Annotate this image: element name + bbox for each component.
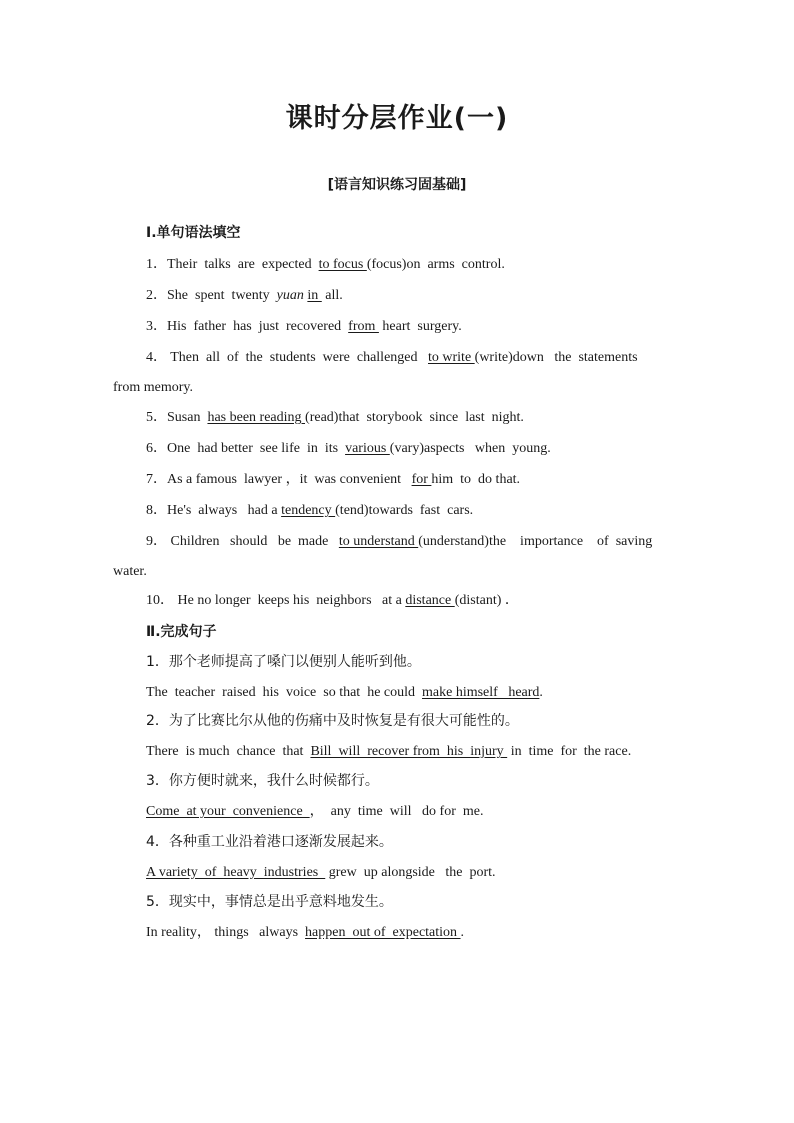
section-group-title: [语言知识练习固基础] xyxy=(327,177,467,193)
item-text-after: (understand)the importance of saving xyxy=(418,534,653,549)
item-number: 4． xyxy=(146,350,167,365)
item-text-before: His father has just recovered xyxy=(167,319,349,334)
exercise-item-8 xyxy=(146,502,473,520)
item-text-before: He no longer keeps his neighbors at a xyxy=(174,593,406,608)
item-text-before: Susan xyxy=(167,410,208,425)
translation-answer-2 xyxy=(146,743,631,761)
translation-prompt-3: 3．你方便时就来，我什么时候都行。 xyxy=(146,773,379,789)
answer-text-before: The teacher raised his voice so that he could xyxy=(146,685,423,700)
translation-answer-1 xyxy=(146,684,543,702)
item-answer: from xyxy=(348,319,379,334)
item-text-before: Their talks are expected xyxy=(167,257,319,272)
exercise-item-4-continued: from memory. xyxy=(113,380,193,395)
item-number: 6． xyxy=(146,441,167,456)
translation-answer-4 xyxy=(146,864,496,882)
answer-text-after: ， any time will do for me. xyxy=(309,804,484,819)
item-text-after: (focus)on arms control. xyxy=(366,257,505,272)
answer-text-before: In reality， things always xyxy=(146,925,306,940)
item-number: 1． xyxy=(146,257,167,272)
exercise-item-5 xyxy=(146,409,524,427)
item-number: 10． xyxy=(146,593,174,608)
exercise-item-1 xyxy=(146,256,505,274)
section-1-heading: Ⅰ.单句语法填空 xyxy=(146,225,241,241)
item-text-after: (tend)towards fast cars. xyxy=(335,503,474,518)
item-answer: to write xyxy=(428,350,475,365)
exercise-item-3 xyxy=(146,318,462,336)
item-number: 8． xyxy=(146,503,167,518)
item-answer: for xyxy=(411,472,432,487)
answer-text-after: in time for the race. xyxy=(507,744,632,759)
exercise-item-9 xyxy=(146,533,652,551)
item-text-before: Then all of the students were challenged xyxy=(167,350,428,365)
item-number: 5． xyxy=(146,410,167,425)
exercise-item-7 xyxy=(146,471,520,489)
item-answer: various xyxy=(345,441,390,456)
item-answer: tendency xyxy=(281,503,336,518)
answer-text-after: grew up alongside the port. xyxy=(325,865,496,880)
item-text-after: (vary)aspects when young. xyxy=(389,441,551,456)
item-answer: in xyxy=(307,288,322,303)
item-text-before: Children should be made xyxy=(167,534,339,549)
item-text-after: (write)down the statements xyxy=(474,350,638,365)
translation-answer-5 xyxy=(146,924,464,942)
translation-answer-3 xyxy=(146,803,483,821)
item-number: 2． xyxy=(146,288,167,303)
item-text-before: She spent twenty xyxy=(167,288,277,303)
item-text-after: all. xyxy=(321,288,343,303)
exercise-item-2 xyxy=(146,287,343,305)
item-number: 9． xyxy=(146,534,167,549)
item-answer: to understand xyxy=(338,534,419,549)
translation-prompt-1: 1．那个老师提高了嗓门以便别人能听到他。 xyxy=(146,654,421,670)
item-text-before: He's always had a xyxy=(167,503,282,518)
answer-fill: Come at your convenience xyxy=(146,804,310,819)
item-text-before: One had better see life in its xyxy=(167,441,346,456)
exercise-item-10 xyxy=(146,592,519,610)
item-text-after: heart surgery. xyxy=(378,319,462,334)
item-text-after: (read)that storybook since last night. xyxy=(305,410,524,425)
answer-text-before: There is much chance that xyxy=(146,744,311,759)
item-text-after: him to do that. xyxy=(431,472,521,487)
item-answer: distance xyxy=(405,593,455,608)
item-number: 7． xyxy=(146,472,167,487)
item-text-after: (distant) ． xyxy=(454,593,519,608)
exercise-item-4 xyxy=(146,349,638,367)
item-text-before: As a famous lawyer ，it was convenient xyxy=(167,472,412,487)
item-answer: to focus xyxy=(318,257,367,272)
item-italic-word: yuan xyxy=(276,288,304,303)
page-title: 课时分层作业(一) xyxy=(285,103,509,134)
answer-fill: happen out of expectation xyxy=(305,925,461,940)
item-answer: has been reading xyxy=(207,410,306,425)
answer-fill: make himself heard xyxy=(422,685,540,700)
answer-text-after: . xyxy=(460,925,465,940)
answer-text-after: . xyxy=(539,685,543,700)
translation-prompt-2: 2．为了比赛比尔从他的伤痛中及时恢复是有很大可能性的。 xyxy=(146,713,519,729)
item-number: 3． xyxy=(146,319,167,334)
translation-prompt-5: 5．现实中，事情总是出乎意料地发生。 xyxy=(146,894,393,910)
translation-prompt-4: 4．各种重工业沿着港口逐渐发展起来。 xyxy=(146,834,393,850)
answer-fill: Bill will recover from his injury xyxy=(310,744,508,759)
section-2-heading: Ⅱ.完成句子 xyxy=(146,624,217,640)
exercise-item-6 xyxy=(146,440,551,458)
answer-fill: A variety of heavy industries xyxy=(146,865,326,880)
exercise-item-9-continued: water. xyxy=(113,564,147,579)
